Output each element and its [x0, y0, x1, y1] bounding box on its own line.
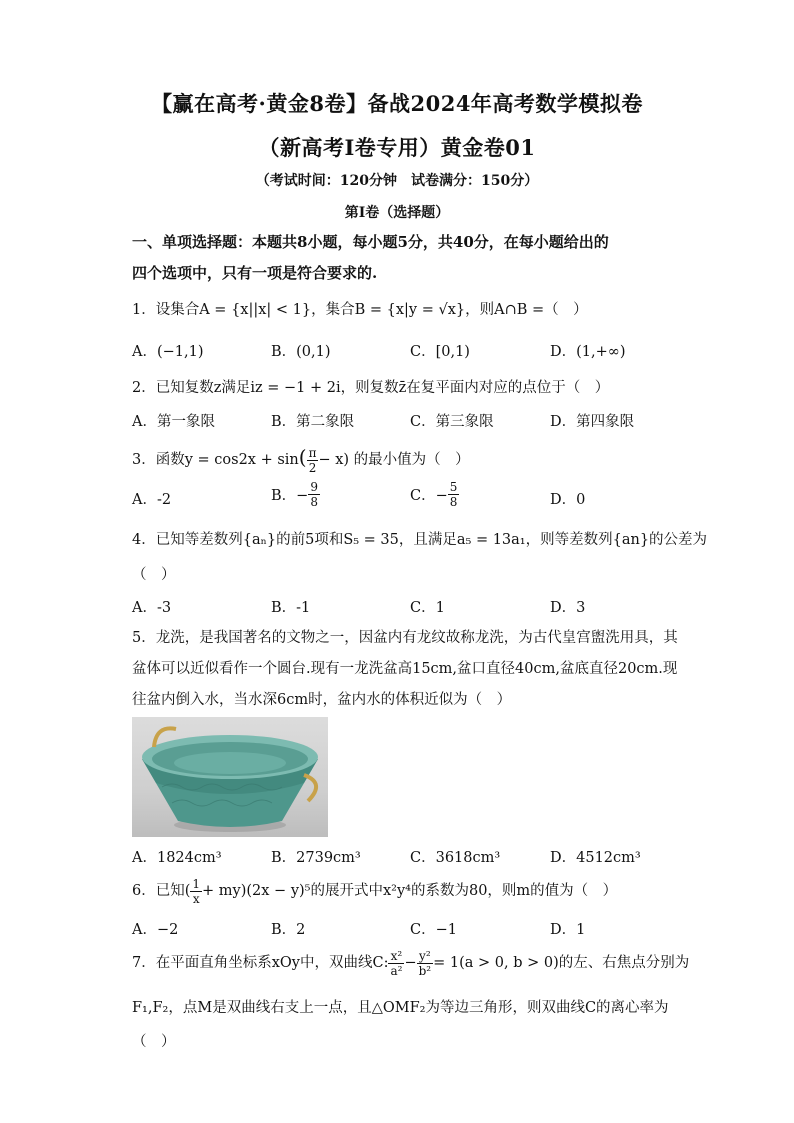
q5-option-b: B．2739cm³: [271, 850, 361, 866]
q3-option-b: B．− $\frac{9}{8}$: [271, 480, 318, 509]
q3-option-c: C．− $\frac{5}{8}$: [410, 480, 458, 509]
q3-option-d: D．0: [550, 492, 586, 508]
question-7-line2: F₁,F₂，点M是双曲线右支上一点，且△OMF₂为等边三角形，则双曲线C的离心率为: [132, 1000, 669, 1016]
q4-option-c: C．1: [410, 600, 445, 616]
q1-option-d: D．(1,+∞): [550, 344, 626, 360]
q5-option-d: D．4512cm³: [550, 850, 641, 866]
q2-option-a: A．第一象限: [132, 414, 215, 430]
dragon-basin-photo: [132, 717, 328, 837]
q3-stem-fraction: $\frac{\pi}{2}$: [308, 445, 317, 475]
question-3-stem: 3．函数y = cos2x + sin( $\frac{\pi}{2}$ − x) 的最小值为（ ）: [132, 445, 470, 475]
q7-stem-pre: 7．在平面直角坐标系xOy中，双曲线C:: [132, 955, 389, 971]
q3-stem-post: − x) 的最小值为（ ）: [318, 452, 470, 468]
question-2-stem: 2．已知复数z满足iz = −1 + 2i，则复数z̄在复平面内对应的点位于（ ）: [132, 380, 610, 396]
question-4-options: [132, 596, 692, 618]
volume-heading: 第Ⅰ卷（选择题）: [344, 205, 450, 221]
question-6-options: [132, 918, 692, 940]
q2-option-b: B．第二象限: [271, 414, 355, 430]
q6-option-c: C．−1: [410, 922, 457, 938]
q3-option-a: A．-2: [132, 492, 172, 508]
question-3-options: [132, 480, 692, 516]
q4-option-b: B．-1: [271, 600, 311, 616]
question-7-stem: [132, 948, 692, 982]
q5-option-c: C．3618cm³: [410, 850, 501, 866]
question-5-options: [132, 846, 692, 868]
q6-stem-post: + my)(2x − y)⁵的展开式中x²y⁴的系数为80，则m的值为（ ）: [202, 883, 618, 899]
q7-stem-post: = 1(a > 0, b > 0)的左、右焦点分别为: [433, 955, 690, 971]
question-1-stem: 1．设集合A = {x||x| < 1}，集合B = {x|y = √x}，则A∩B =（ ）: [132, 302, 588, 318]
question-5-line2: 盆体可以近似看作一个圆台.现有一龙洗盆高15cm,盆口直径40cm,盆底直径20cm.现: [132, 661, 678, 677]
exam-title-line2: （新高考Ⅰ卷专用）黄金卷01: [258, 135, 536, 160]
section-instruction-line1: 一、单项选择题：本题共8小题，每小题5分，共40分，在每小题给出的: [132, 233, 609, 251]
q6-option-a: A．−2: [132, 922, 179, 938]
q6-option-b: B．2: [271, 922, 306, 938]
section-instruction-line2: 四个选项中，只有一项是符合要求的.: [132, 264, 378, 282]
q1-option-c: C．[0,1): [410, 344, 470, 360]
q5-option-a: A．1824cm³: [132, 850, 222, 866]
q6-stem-pre: 6．已知(: [132, 883, 191, 899]
question-5-line1: 5．龙洗，是我国著名的文物之一，因盆内有龙纹故称龙洗，为古代皇宫盥洗用具，其: [132, 630, 678, 646]
q7-fraction-y: $\frac{\text{y²}}{\text{b²}}$: [418, 948, 432, 978]
exam-info: （考试时间：120分钟 试卷满分：150分）: [255, 173, 539, 189]
question-4-stem-cont: （ ）: [132, 567, 176, 583]
question-7-line3: （ ）: [132, 1034, 176, 1050]
q6-option-d: D．1: [550, 922, 586, 938]
q7-minus: −: [404, 955, 417, 971]
question-1-options: [132, 340, 692, 362]
q2-option-c: C．第三象限: [410, 414, 494, 430]
question-2-options: [132, 410, 692, 432]
question-5-line3: 往盆内倒入水，当水深6cm时，盆内水的体积近似为（ ）: [132, 692, 512, 708]
question-6-stem: [132, 876, 692, 910]
q4-option-d: D．3: [550, 600, 586, 616]
exam-title-line1: 【赢在高考·黄金8卷】备战2024年高考数学模拟卷: [151, 91, 643, 116]
q3-stem-pre: 3．函数y = cos2x + sin: [132, 452, 299, 468]
q1-option-b: B．(0,1): [271, 344, 331, 360]
question-4-stem: 4．已知等差数列{aₙ}的前5项和S₅ = 35，且满足a₅ = 13a₁，则等差数列{an}的公差为: [132, 532, 708, 548]
dragon-basin-illustration: [132, 717, 328, 837]
q6-fraction: $\frac{1}{x}$: [192, 876, 201, 906]
q7-fraction-x: $\frac{\text{x²}}{\text{a²}}$: [390, 948, 403, 978]
q1-option-a: A．(−1,1): [132, 344, 204, 360]
q2-option-d: D．第四象限: [550, 414, 635, 430]
q4-option-a: A．-3: [132, 600, 172, 616]
